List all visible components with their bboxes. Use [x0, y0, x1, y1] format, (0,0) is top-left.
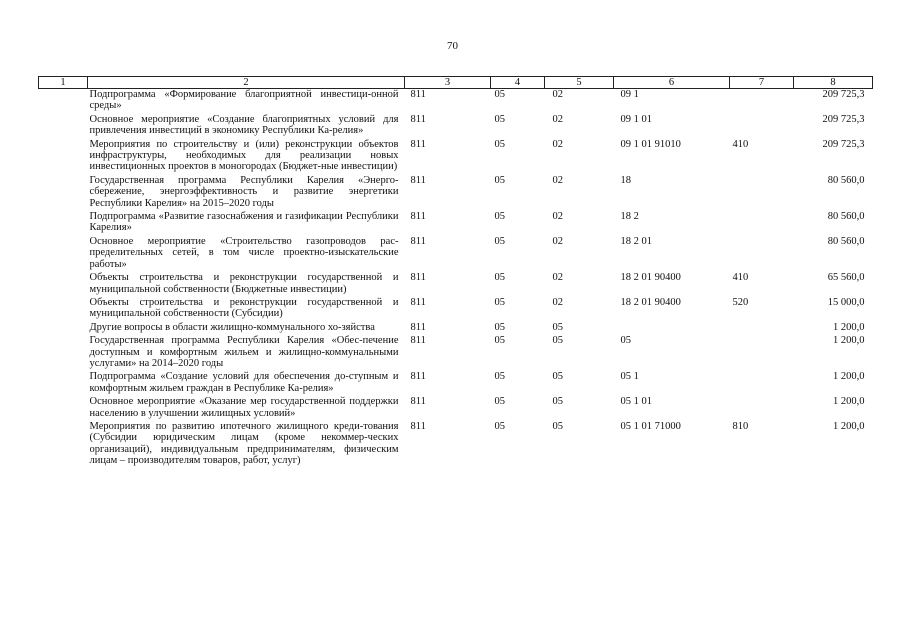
amount-cell: 80 560,0: [827, 235, 865, 247]
amount-cell: 80 560,0: [827, 174, 865, 186]
expense-type-cell: [730, 322, 794, 335]
row-number-cell: [39, 297, 88, 322]
amount-cell: 209 725,3: [822, 113, 865, 125]
amount-cell: 209 725,3: [822, 89, 865, 100]
target-article-cell: 05 1 01: [620, 396, 652, 408]
table-row: [39, 297, 873, 322]
expense-type-cell: 520: [732, 296, 749, 308]
ministry-code-cell: 811: [410, 335, 426, 347]
target-article-cell: 05: [620, 335, 631, 347]
item-name-cell: Мероприятия по строительству и (или) реконструкции объектов инфраструктуры, необходимых для реализации новых инвестиционных проектов в моногородах (Бюджет-ные инвестиции): [89, 138, 399, 173]
row-number-cell: [39, 272, 88, 297]
expense-type-cell: [730, 114, 794, 139]
expense-type-cell: 410: [732, 272, 749, 284]
section-code-cell: 05: [494, 296, 505, 308]
row-number-cell: [39, 396, 88, 421]
column-header: 2: [88, 77, 405, 89]
table-row: [39, 272, 873, 297]
table-row: [39, 211, 873, 236]
section-code-cell: 05: [494, 371, 505, 383]
section-code-cell: 05: [494, 89, 505, 100]
target-article-cell: 09 1 01: [620, 113, 652, 125]
table-row: [39, 421, 873, 469]
amount-cell: 1 200,0: [833, 420, 865, 432]
item-name-cell: Основное мероприятие «Создание благоприятных условий для привлечения инвестиций в экономику Республики Ка-релия»: [89, 113, 399, 137]
target-article-cell: 05 1: [620, 371, 639, 383]
ministry-code-cell: 811: [410, 174, 426, 186]
subsection-code-cell: 02: [552, 235, 563, 247]
section-code-cell: 05: [494, 335, 505, 347]
ministry-code-cell: 811: [410, 371, 426, 383]
section-code-cell: 05: [494, 174, 505, 186]
page-number: 70: [447, 40, 458, 52]
subsection-code-cell: 02: [552, 174, 563, 186]
column-header: 7: [730, 77, 794, 89]
expense-type-cell: [730, 89, 794, 114]
amount-cell: 65 560,0: [827, 272, 865, 284]
item-name-cell: Другие вопросы в области жилищно-коммунального хо-зяйства: [89, 321, 375, 333]
ministry-code-cell: 811: [410, 89, 426, 100]
amount-cell: 1 200,0: [833, 396, 865, 408]
item-name-cell: Государственная программа Республики Карелия «Обес-печение доступным и комфортным жильем и жилищно-коммунальными услугами» на 2014–2020 годы: [89, 335, 399, 369]
amount-cell: 80 560,0: [827, 211, 865, 223]
ministry-code-cell: 811: [410, 272, 426, 284]
ministry-code-cell: 811: [410, 296, 426, 308]
expense-type-cell: 810: [732, 420, 749, 432]
column-header: 1: [39, 77, 88, 89]
expense-type-cell: [730, 335, 794, 371]
row-number-cell: [39, 114, 88, 139]
target-article-cell: [614, 322, 730, 335]
section-code-cell: 05: [494, 235, 505, 247]
section-code-cell: 05: [494, 420, 505, 432]
expense-type-cell: [730, 396, 794, 421]
amount-cell: 1 200,0: [833, 321, 865, 333]
subsection-code-cell: 05: [552, 420, 563, 432]
row-number-cell: [39, 371, 88, 396]
expense-type-cell: [730, 211, 794, 236]
subsection-code-cell: 05: [552, 321, 563, 333]
row-number-cell: [39, 335, 88, 371]
amount-cell: 1 200,0: [833, 335, 865, 347]
row-number-cell: [39, 322, 88, 335]
amount-cell: 1 200,0: [833, 371, 865, 383]
target-article-cell: 18 2 01 90400: [620, 272, 681, 284]
item-name-cell: Объекты строительства и реконструкции государственной и муниципальной собственности (Бюджетные инвестиции): [89, 272, 399, 295]
row-number-cell: [39, 175, 88, 211]
table-row: [39, 175, 873, 211]
row-number-cell: [39, 211, 88, 236]
expense-type-cell: [730, 236, 794, 272]
row-number-cell: [39, 421, 88, 469]
ministry-code-cell: 811: [410, 211, 426, 223]
target-article-cell: 18: [620, 174, 631, 186]
table-row: [39, 89, 873, 114]
ministry-code-cell: 811: [410, 321, 426, 333]
column-header: 5: [545, 77, 614, 89]
item-name-cell: Мероприятия по развитию ипотечного жилищного креди-тования (Субсидии юридическим лицам (кроме некоммер-ческих организаций), индивидуальным предпринимателям, физическим лицам – производителям товаров, работ, услуг): [89, 420, 399, 467]
target-article-cell: 09 1: [620, 89, 639, 100]
expense-type-cell: 410: [732, 138, 749, 150]
amount-cell: 209 725,3: [822, 138, 865, 150]
subsection-code-cell: 02: [552, 113, 563, 125]
section-code-cell: 05: [494, 211, 505, 223]
item-name-cell: Подпрограмма «Создание условий для обеспечения до-ступным и комфортным жильем граждан в Республике Ка-релия»: [89, 371, 399, 394]
target-article-cell: 18 2 01 90400: [620, 296, 681, 308]
section-code-cell: 05: [494, 272, 505, 284]
item-name-cell: Основное мероприятие «Строительство газопроводов рас-пределительных сетей, в том числе проектно-изыскательские работы»: [89, 235, 399, 270]
subsection-code-cell: 02: [552, 272, 563, 284]
row-number-cell: [39, 89, 88, 114]
subsection-code-cell: 02: [552, 89, 563, 100]
column-header: 4: [491, 77, 545, 89]
subsection-code-cell: 05: [552, 371, 563, 383]
expense-type-cell: [730, 371, 794, 396]
table-header-row: [39, 77, 873, 89]
ministry-code-cell: 811: [410, 138, 426, 150]
section-code-cell: 05: [494, 396, 505, 408]
target-article-cell: 09 1 01 91010: [620, 138, 681, 150]
section-code-cell: 05: [494, 321, 505, 333]
subsection-code-cell: 05: [552, 335, 563, 347]
ministry-code-cell: 811: [410, 396, 426, 408]
expense-type-cell: [730, 175, 794, 211]
amount-cell: 15 000,0: [827, 296, 865, 308]
subsection-code-cell: 02: [552, 138, 563, 150]
section-code-cell: 05: [494, 113, 505, 125]
table-row: [39, 335, 873, 371]
table-row: [39, 396, 873, 421]
table-row: [39, 371, 873, 396]
table-row: [39, 236, 873, 272]
column-header: 8: [794, 77, 873, 89]
item-name-cell: Подпрограмма «Развитие газоснабжения и газификации Республики Карелия»: [89, 211, 399, 234]
table-row: [39, 322, 873, 335]
target-article-cell: 05 1 01 71000: [620, 420, 681, 432]
item-name-cell: Подпрограмма «Формирование благоприятной инвестици-онной среды»: [89, 89, 399, 112]
row-number-cell: [39, 139, 88, 175]
row-number-cell: [39, 236, 88, 272]
subsection-code-cell: 02: [552, 296, 563, 308]
subsection-code-cell: 05: [552, 396, 563, 408]
ministry-code-cell: 811: [410, 420, 426, 432]
ministry-code-cell: 811: [410, 113, 426, 125]
table-row: [39, 139, 873, 175]
table-row: [39, 114, 873, 139]
target-article-cell: 18 2 01: [620, 235, 652, 247]
target-article-cell: 18 2: [620, 211, 639, 223]
budget-table: [38, 76, 873, 469]
item-name-cell: Государственная программа Республики Карелия «Энерго-сбережение, энергоэффективность и развитие энергетики Республики Карелия» на 2015–2020 годы: [89, 174, 399, 209]
item-name-cell: Объекты строительства и реконструкции государственной и муниципальной собственности (Субсидии): [89, 296, 399, 320]
section-code-cell: 05: [494, 138, 505, 150]
subsection-code-cell: 02: [552, 211, 563, 223]
column-header: 6: [614, 77, 730, 89]
item-name-cell: Основное мероприятие «Оказание мер государственной поддержки населению в улучшении жилищных условий»: [89, 396, 399, 419]
ministry-code-cell: 811: [410, 235, 426, 247]
column-header: 3: [405, 77, 491, 89]
